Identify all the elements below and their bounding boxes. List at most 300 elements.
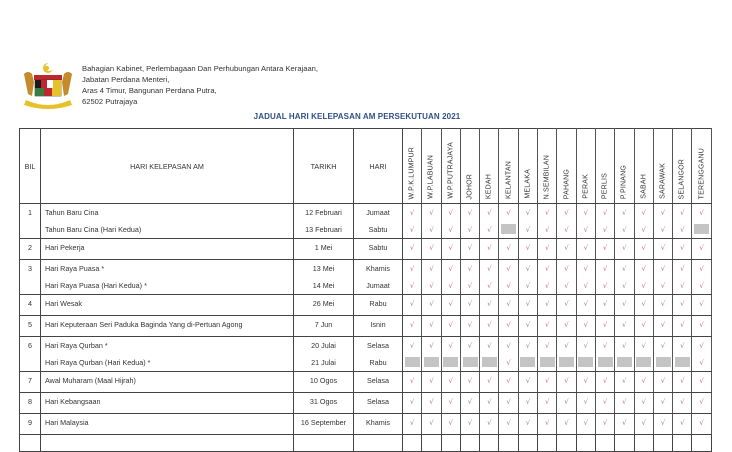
check-mark-icon	[403, 239, 421, 256]
state-cell	[460, 295, 479, 316]
state-label: JOHOR	[466, 173, 474, 199]
check-mark-icon	[635, 393, 653, 410]
row-number: 7	[20, 372, 41, 393]
check-mark-icon	[654, 337, 672, 354]
check-mark-icon	[461, 221, 479, 238]
header-state	[692, 129, 711, 204]
check-mark-icon	[615, 414, 633, 431]
empty-cell	[354, 435, 403, 452]
grey-block	[598, 357, 613, 367]
document-title-wrap	[0, 112, 732, 121]
check-mark-icon	[480, 393, 498, 410]
check-mark: √	[487, 244, 492, 252]
check-mark: √	[680, 398, 685, 406]
state-cell	[480, 337, 499, 372]
table-row	[20, 337, 712, 372]
holiday-name: Hari Wesak	[45, 299, 83, 308]
state-cell	[653, 204, 672, 239]
check-mark: √	[467, 342, 473, 350]
check-mark: √	[660, 209, 666, 217]
holiday-day-cell	[354, 204, 403, 239]
check-mark: √	[622, 300, 627, 308]
holiday-day: Rabu	[369, 299, 387, 308]
check-mark: √	[506, 265, 511, 273]
state-cell	[538, 295, 557, 316]
check-mark: √	[602, 282, 608, 290]
check-mark: √	[429, 398, 434, 406]
check-mark: √	[525, 282, 531, 290]
check-mark-icon	[557, 204, 575, 221]
check-mark-icon	[577, 295, 595, 312]
row-number: 2	[20, 239, 41, 260]
state-cell	[615, 260, 634, 295]
check-mark: √	[622, 265, 627, 273]
check-mark-icon	[442, 239, 460, 256]
check-mark: √	[487, 342, 492, 350]
holiday-name: Awal Muharam (Maal Hijrah)	[45, 376, 136, 385]
check-mark-icon	[557, 295, 575, 312]
check-mark-icon	[615, 295, 633, 312]
state-cell	[692, 239, 711, 260]
check-mark: √	[680, 342, 685, 350]
check-mark: √	[506, 377, 511, 385]
check-mark: √	[409, 300, 415, 308]
table-row-partial	[20, 435, 712, 452]
check-mark-icon	[499, 316, 517, 333]
check-mark-icon	[442, 337, 460, 354]
state-cell	[634, 295, 653, 316]
check-mark-icon	[577, 414, 595, 431]
check-mark: √	[602, 321, 608, 329]
check-mark: √	[544, 419, 550, 427]
check-mark: √	[525, 300, 531, 308]
check-mark: √	[699, 282, 704, 290]
not-applicable-cell	[422, 354, 440, 371]
state-cell	[422, 295, 441, 316]
state-label: P.PINANG	[620, 164, 628, 199]
state-cell	[653, 295, 672, 316]
state-cell	[615, 393, 634, 414]
state-cell	[480, 204, 499, 239]
header-state	[441, 129, 460, 204]
check-mark: √	[467, 398, 473, 406]
check-mark-icon	[422, 239, 440, 256]
check-mark: √	[448, 419, 453, 427]
state-cell	[403, 337, 422, 372]
check-mark: √	[525, 244, 531, 252]
check-mark: √	[680, 419, 685, 427]
state-cell	[634, 239, 653, 260]
check-mark: √	[641, 226, 646, 234]
check-mark: √	[448, 300, 453, 308]
holiday-name: Hari Raya Puasa (Hari Kedua) *	[45, 281, 147, 290]
state-cell	[576, 393, 595, 414]
holiday-day: Jumaat	[366, 208, 390, 217]
check-mark-icon	[442, 221, 460, 238]
check-mark-icon	[635, 316, 653, 333]
check-mark: √	[680, 377, 685, 385]
state-cell	[518, 239, 537, 260]
check-mark-icon	[403, 337, 421, 354]
check-mark: √	[660, 282, 666, 290]
check-mark: √	[660, 321, 666, 329]
check-mark-icon	[519, 414, 537, 431]
state-cell	[595, 316, 614, 337]
header-state	[634, 129, 653, 204]
holiday-name: Hari Malaysia	[45, 418, 89, 427]
holiday-date: 7 Jun	[314, 320, 333, 329]
check-mark-icon	[692, 393, 710, 410]
check-mark: √	[602, 265, 608, 273]
check-mark-icon	[615, 204, 633, 221]
check-mark-icon	[442, 414, 460, 431]
state-cell	[499, 337, 518, 372]
check-mark-icon	[615, 239, 633, 256]
header-row	[20, 129, 712, 204]
check-mark: √	[487, 226, 492, 234]
state-cell	[634, 204, 653, 239]
check-mark: √	[699, 419, 704, 427]
state-label: MELAKA	[524, 169, 532, 199]
check-mark: √	[583, 300, 589, 308]
state-cell	[557, 414, 576, 435]
holiday-day: Jumaat	[366, 281, 390, 290]
holiday-name-cell	[41, 337, 294, 372]
state-cell	[441, 393, 460, 414]
state-label: SELANGOR	[678, 158, 686, 199]
check-mark: √	[487, 321, 492, 329]
check-mark: √	[583, 282, 589, 290]
check-mark: √	[680, 209, 685, 217]
state-cell	[653, 372, 672, 393]
document-title: JADUAL HARI KELEPASAN AM PERSEKUTUAN 2021	[253, 112, 461, 121]
holiday-day: Isnin	[370, 320, 386, 329]
header-state	[480, 129, 499, 204]
check-mark-icon	[692, 414, 710, 431]
check-mark-icon	[654, 393, 672, 410]
state-cell	[634, 414, 653, 435]
check-mark-icon	[557, 393, 575, 410]
check-mark: √	[467, 419, 473, 427]
check-mark-icon	[499, 204, 517, 221]
check-mark-icon	[692, 354, 710, 371]
check-mark-icon	[519, 239, 537, 256]
check-mark-icon	[615, 221, 633, 238]
holiday-date-cell	[294, 337, 354, 372]
check-mark: √	[564, 419, 569, 427]
state-cell	[518, 204, 537, 239]
check-mark-icon	[692, 295, 710, 312]
check-mark-icon	[538, 204, 556, 221]
not-applicable-cell	[499, 221, 517, 238]
empty-cell	[538, 435, 557, 452]
check-mark: √	[564, 377, 569, 385]
check-mark: √	[564, 226, 569, 234]
state-cell	[403, 393, 422, 414]
check-mark: √	[660, 419, 666, 427]
state-cell	[615, 204, 634, 239]
check-mark: √	[467, 209, 473, 217]
holiday-name-cell	[41, 393, 294, 414]
check-mark: √	[429, 226, 434, 234]
state-cell	[499, 260, 518, 295]
state-cell	[673, 337, 692, 372]
check-mark: √	[448, 265, 453, 273]
check-mark: √	[409, 321, 415, 329]
check-mark-icon	[442, 372, 460, 389]
check-mark: √	[448, 342, 453, 350]
table-row	[20, 393, 712, 414]
check-mark: √	[506, 282, 511, 290]
check-mark-icon	[538, 295, 556, 312]
check-mark-icon	[538, 372, 556, 389]
state-label: W.P.LABUAN	[427, 155, 435, 199]
check-mark-icon	[654, 204, 672, 221]
check-mark-icon	[692, 260, 710, 277]
check-mark: √	[448, 282, 453, 290]
check-mark: √	[583, 377, 589, 385]
check-mark: √	[641, 377, 646, 385]
check-mark-icon	[403, 316, 421, 333]
coat-of-arms-logo	[18, 60, 78, 110]
check-mark-icon	[422, 316, 440, 333]
holiday-day-cell	[354, 295, 403, 316]
table-row	[20, 316, 712, 337]
check-mark-icon	[499, 337, 517, 354]
check-mark: √	[641, 321, 646, 329]
check-mark: √	[583, 419, 589, 427]
check-mark: √	[409, 398, 415, 406]
check-mark: √	[660, 244, 666, 252]
holiday-date: 10 Ogos	[309, 376, 338, 385]
check-mark: √	[525, 209, 531, 217]
state-cell	[576, 260, 595, 295]
check-mark-icon	[442, 260, 460, 277]
check-mark-icon	[557, 260, 575, 277]
check-mark: √	[448, 244, 453, 252]
check-mark: √	[429, 342, 434, 350]
check-mark: √	[467, 226, 473, 234]
check-mark: √	[564, 282, 569, 290]
check-mark: √	[429, 419, 434, 427]
check-mark-icon	[635, 337, 653, 354]
state-cell	[576, 204, 595, 239]
check-mark: √	[564, 265, 569, 273]
holiday-name: Hari Raya Puasa *	[45, 264, 105, 273]
check-mark-icon	[557, 221, 575, 238]
check-mark: √	[409, 419, 415, 427]
check-mark-icon	[635, 277, 653, 294]
empty-cell	[460, 435, 479, 452]
holiday-date-cell	[294, 316, 354, 337]
check-mark-icon	[403, 277, 421, 294]
check-mark: √	[544, 377, 550, 385]
check-mark: √	[660, 377, 666, 385]
check-mark: √	[660, 300, 666, 308]
check-mark-icon	[499, 354, 517, 371]
grey-block	[540, 357, 555, 367]
check-mark-icon	[461, 239, 479, 256]
state-cell	[615, 239, 634, 260]
check-mark-icon	[557, 414, 575, 431]
state-cell	[422, 337, 441, 372]
state-cell	[653, 239, 672, 260]
check-mark-icon	[596, 239, 614, 256]
check-mark: √	[525, 398, 531, 406]
check-mark: √	[409, 282, 415, 290]
state-cell	[499, 204, 518, 239]
check-mark-icon	[461, 372, 479, 389]
holiday-name-cell	[41, 372, 294, 393]
check-mark-icon	[673, 277, 691, 294]
state-cell	[403, 316, 422, 337]
check-mark-icon	[461, 204, 479, 221]
state-cell	[557, 316, 576, 337]
state-cell	[422, 239, 441, 260]
state-cell	[692, 414, 711, 435]
check-mark: √	[564, 300, 569, 308]
state-cell	[576, 316, 595, 337]
check-mark: √	[641, 342, 646, 350]
check-mark-icon	[673, 414, 691, 431]
table-row	[20, 239, 712, 260]
check-mark-icon	[480, 414, 498, 431]
check-mark: √	[487, 265, 492, 273]
check-mark-icon	[596, 337, 614, 354]
check-mark-icon	[596, 393, 614, 410]
check-mark: √	[622, 398, 627, 406]
check-mark: √	[544, 226, 550, 234]
state-cell	[499, 372, 518, 393]
state-cell	[692, 337, 711, 372]
state-cell	[615, 372, 634, 393]
check-mark-icon	[692, 316, 710, 333]
header-date: TARIKH	[294, 129, 354, 204]
check-mark: √	[564, 342, 569, 350]
check-mark: √	[506, 342, 511, 350]
empty-cell	[576, 435, 595, 452]
state-cell	[576, 295, 595, 316]
check-mark: √	[448, 209, 453, 217]
check-mark: √	[487, 419, 492, 427]
state-label: SABAH	[640, 174, 648, 199]
state-cell	[441, 337, 460, 372]
check-mark: √	[699, 209, 704, 217]
holiday-date-cell	[294, 239, 354, 260]
check-mark: √	[544, 300, 550, 308]
check-mark-icon	[577, 260, 595, 277]
state-cell	[518, 372, 537, 393]
header-state	[460, 129, 479, 204]
state-cell	[692, 204, 711, 239]
state-cell	[692, 260, 711, 295]
row-number: 1	[20, 204, 41, 239]
state-cell	[673, 414, 692, 435]
state-cell	[460, 316, 479, 337]
check-mark-icon	[480, 204, 498, 221]
state-cell	[673, 393, 692, 414]
state-cell	[595, 372, 614, 393]
check-mark: √	[622, 282, 627, 290]
check-mark: √	[506, 419, 511, 427]
state-cell	[538, 414, 557, 435]
check-mark: √	[641, 282, 646, 290]
state-cell	[422, 260, 441, 295]
state-cell	[557, 204, 576, 239]
check-mark-icon	[635, 239, 653, 256]
holiday-name-cell	[41, 414, 294, 435]
row-number: 5	[20, 316, 41, 337]
state-cell	[615, 316, 634, 337]
state-cell	[460, 393, 479, 414]
grey-block	[424, 357, 439, 367]
holiday-day-cell	[354, 260, 403, 295]
check-mark: √	[487, 282, 492, 290]
check-mark-icon	[577, 372, 595, 389]
check-mark-icon	[538, 277, 556, 294]
state-cell	[538, 372, 557, 393]
check-mark-icon	[692, 204, 710, 221]
check-mark: √	[429, 321, 434, 329]
check-mark-icon	[519, 295, 537, 312]
holiday-name: Hari Pekerja	[45, 243, 85, 252]
holiday-day-cell	[354, 372, 403, 393]
grey-block	[482, 357, 497, 367]
check-mark-icon	[442, 204, 460, 221]
check-mark: √	[622, 209, 627, 217]
holiday-date-cell	[294, 260, 354, 295]
table-row	[20, 372, 712, 393]
check-mark-icon	[403, 372, 421, 389]
holiday-date: 13 Mei	[312, 264, 335, 273]
grey-block	[405, 357, 420, 367]
check-mark: √	[602, 342, 608, 350]
check-mark-icon	[596, 221, 614, 238]
not-applicable-cell	[673, 354, 691, 371]
holiday-day: Selasa	[367, 397, 389, 406]
empty-cell	[499, 435, 518, 452]
check-mark: √	[487, 300, 492, 308]
check-mark-icon	[692, 239, 710, 256]
state-cell	[480, 239, 499, 260]
grey-block	[520, 357, 535, 367]
state-cell	[615, 295, 634, 316]
check-mark: √	[680, 282, 685, 290]
state-cell	[634, 260, 653, 295]
check-mark-icon	[577, 393, 595, 410]
check-mark: √	[641, 209, 646, 217]
holiday-day: Selasa	[367, 376, 389, 385]
check-mark: √	[525, 419, 531, 427]
holiday-name-cell	[41, 204, 294, 239]
state-cell	[441, 260, 460, 295]
check-mark-icon	[635, 221, 653, 238]
check-mark-icon	[673, 204, 691, 221]
check-mark-icon	[615, 393, 633, 410]
state-cell	[595, 295, 614, 316]
check-mark: √	[487, 398, 492, 406]
header-state	[673, 129, 692, 204]
check-mark-icon	[499, 277, 517, 294]
state-cell	[653, 260, 672, 295]
check-mark-icon	[596, 277, 614, 294]
state-cell	[653, 393, 672, 414]
table-body	[20, 204, 712, 452]
state-cell	[653, 337, 672, 372]
holiday-name: Tahun Baru Cina (Hari Kedua)	[45, 225, 142, 234]
check-mark-icon	[461, 295, 479, 312]
check-mark-icon	[538, 221, 556, 238]
